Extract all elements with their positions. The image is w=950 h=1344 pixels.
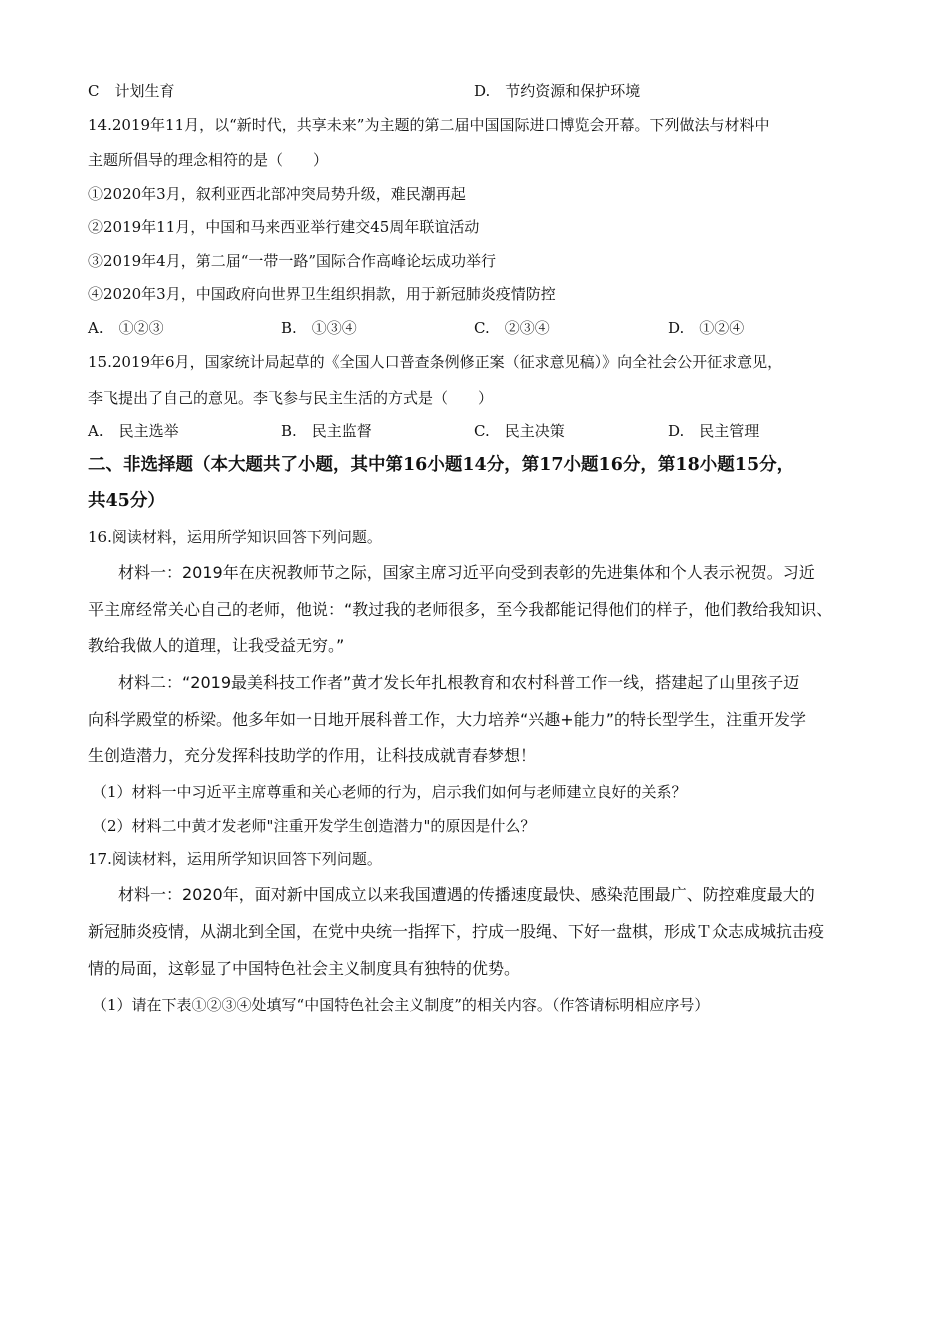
q15-stem-line2: 李飞提出了自己的意见。李飞参与民主生活的方式是（ ） [88,389,494,407]
q16-material2-line1: 材料二：“2019最美科技工作者”黄才发长年扎根教育和农村科普工作一线，搭建起了山里孩子迈 [118,673,800,692]
q16-sub-question-1: （1）材料一中习近平主席尊重和关心老师的行为，启示我们如何与老师建立良好的关系？ [92,783,687,801]
q15-stem-line1: 15.2019年6月，国家统计局起草的《全国人口普查条例修正案（征求意见稿）》向全社会公开征求意见， [88,353,783,371]
q17-sub-question-1: （1）请在下表①②③④处填写“中国特色社会主义制度”的相关内容。（作答请标明相应序号） [92,996,710,1014]
section2-heading-line1: 二、非选择题（本大题共了小题，其中第16小题14分，第17小题16分，第18小题15分， [88,455,795,475]
q16-sub-question-2: （2）材料二中黄才发老师"注重开发学生创造潜力"的原因是什么？ [92,817,536,835]
q16-material1-line2: 平主席经常关心自己的老师，他说：“教过我的老师很多，至今我都能记得他们的样子，他们教给我知识、 [88,600,833,619]
q14-option-d: D. ①②④ [668,319,745,337]
q17-material1-line3: 情的局面，这彰显了中国特色社会主义制度具有独特的优势。 [88,959,521,978]
q14-option-b: B. ①③④ [281,319,357,337]
q15-option-b: B. 民主监督 [281,422,372,440]
q16-material2-line2: 向科学殿堂的桥梁。他多年如一日地开展科普工作，大力培养“兴趣+能力”的特长型学生，注重开发学 [88,710,806,729]
q17-material1-line2: 新冠肺炎疫情，从湖北到全国，在党中央统一指挥下，拧成一股绳、下好一盘棋，形成Ｔ众志成城抗击疫 [88,922,825,941]
q14-item-4: ④2020年3月，中国政府向世界卫生组织捐款，用于新冠肺炎疫情防控 [88,285,556,303]
q16-material2-line3: 生创造潜力，充分发挥科技助学的作用，让科技成就青春梦想！ [88,746,537,765]
prev-option-d: D. 节约资源和保护环境 [474,82,641,100]
prev-option-c: C 计划生育 [88,82,175,100]
q14-stem-line2: 主题所倡导的理念相符的是（ ） [88,151,329,169]
q15-option-c: C. 民主决策 [474,422,565,440]
q14-option-c: C. ②③④ [474,319,550,337]
q15-option-d: D. 民主管理 [668,422,760,440]
q14-item-2: ②2019年11月，中国和马来西亚举行建交45周年联谊活动 [88,218,480,236]
q16-material1-line1: 材料一：2019年在庆祝教师节之际，国家主席习近平向受到表彰的先进集体和个人表示祝贺。习近 [118,563,815,582]
q17-material1-line1: 材料一：2020年，面对新中国成立以来我国遭遇的传播速度最快、感染范围最广、防控难度最大的 [118,885,815,904]
section2-heading-line2: 共45分） [88,491,165,511]
q14-item-1: ①2020年3月，叙利亚西北部冲突局势升级，难民潮再起 [88,185,466,203]
q14-item-3: ③2019年4月，第二届“一带一路”国际合作高峰论坛成功举行 [88,252,497,270]
q17-stem: 17.阅读材料，运用所学知识回答下列问题。 [88,850,382,868]
q15-option-a: A. 民主选举 [88,422,179,440]
q16-stem: 16.阅读材料，运用所学知识回答下列问题。 [88,528,382,546]
q14-option-a: A. ①②③ [88,319,164,337]
q14-stem-line1: 14.2019年11月，以“新时代，共享未来”为主题的第二届中国国际进口博览会开幕。下列做法与材料中 [88,116,770,134]
q16-material1-line3: 教给我做人的道理，让我受益无穷。” [88,636,345,655]
